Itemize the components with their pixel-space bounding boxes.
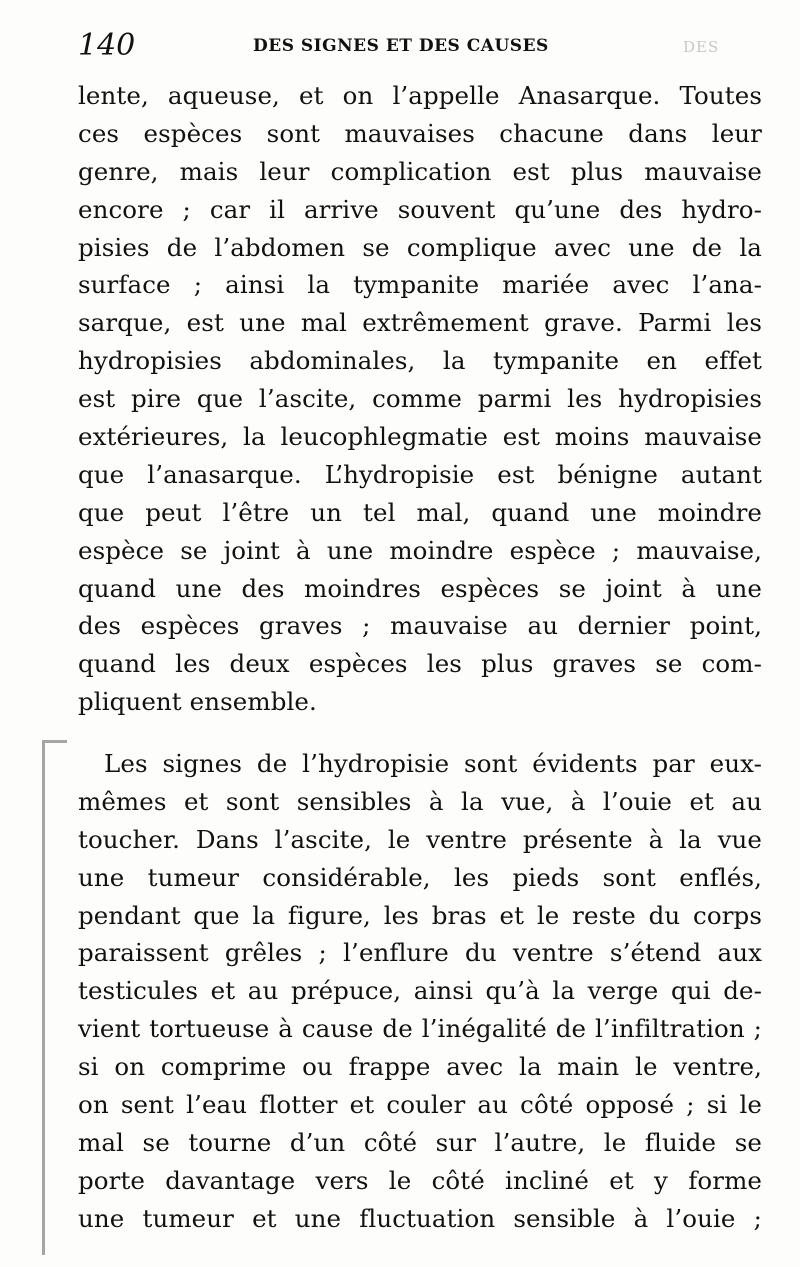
text-line: porte davantage vers le côté incliné et y forme <box>78 1165 762 1195</box>
text-line: vient tortueuse à cause de l’inégalité de l’infiltration ; <box>78 1014 762 1044</box>
text-line: pendant que la figure, les bras et le reste du corps <box>78 900 762 930</box>
margin-pencil-mark <box>42 740 67 1255</box>
text-line: extérieures, la leucophlegmatie est moins mauvaise <box>78 422 762 452</box>
paragraph-1 <box>78 77 762 721</box>
text-line: quand une des moindres espèces se joint à une <box>78 573 762 603</box>
text-line: que l’anasarque. L’hydropisie est bénigne autant <box>78 459 762 489</box>
text-line: mal se tourne d’un côté sur l’autre, le fluide se <box>78 1127 762 1157</box>
text-line: une tumeur et une fluctuation sensible à l’ouie ; <box>78 1203 762 1233</box>
text-line: si on comprime ou frappe avec la main le ventre, <box>78 1052 762 1082</box>
page-header <box>78 28 768 68</box>
running-head: DES SIGNES ET DES CAUSES <box>253 36 549 56</box>
text-line: ces espèces sont mauvaises chacune dans leur <box>78 118 762 148</box>
text-line: testicules et au prépuce, ainsi qu’à la verge qui de- <box>78 976 762 1006</box>
page-number: 140 <box>78 28 136 63</box>
text-line: des espèces graves ; mauvaise au dernier point, <box>78 611 762 641</box>
text-line: Les signes de l’hydropisie sont évidents par eux- <box>104 749 762 778</box>
text-line: surface ; ainsi la tympanite mariée avec l’ana- <box>78 270 762 300</box>
text-line: encore ; car il arrive souvent qu’une des hydro- <box>78 194 762 224</box>
text-line: sarque, est une mal extrêmement grave. Parmi les <box>78 308 762 338</box>
text-line: mêmes et sont sensibles à la vue, à l’ouie et au <box>78 786 762 816</box>
text-line: une tumeur considérable, les pieds sont enflés, <box>78 862 762 892</box>
text-line: pisies de l’abdomen se complique avec une de la <box>78 232 762 262</box>
text-line: paraissent grêles ; l’enflure du ventre s’étend aux <box>78 938 762 968</box>
text-line: quand les deux espèces les plus graves se com- <box>78 649 762 679</box>
text-line: on sent l’eau flotter et couler au côté opposé ; si le <box>78 1090 762 1120</box>
text-line: espèce se joint à une moindre espèce ; mauvaise, <box>78 535 762 565</box>
paragraph-2 <box>78 745 762 1238</box>
text-line: pliquent ensemble. <box>78 687 317 717</box>
text-line: lente, aqueuse, et on l’appelle Anasarque. Toutes <box>78 81 762 110</box>
text-line: toucher. Dans l’ascite, le ventre présente à la vue <box>78 824 762 854</box>
bleed-through-text: DES <box>683 38 720 56</box>
text-line: hydropisies abdominales, la tympanite en effet <box>78 346 762 376</box>
text-line: que peut l’être un tel mal, quand une moindre <box>78 497 762 527</box>
text-line: genre, mais leur complication est plus mauvaise <box>78 156 762 186</box>
text-line: est pire que l’ascite, comme parmi les hydropisies <box>78 384 762 414</box>
